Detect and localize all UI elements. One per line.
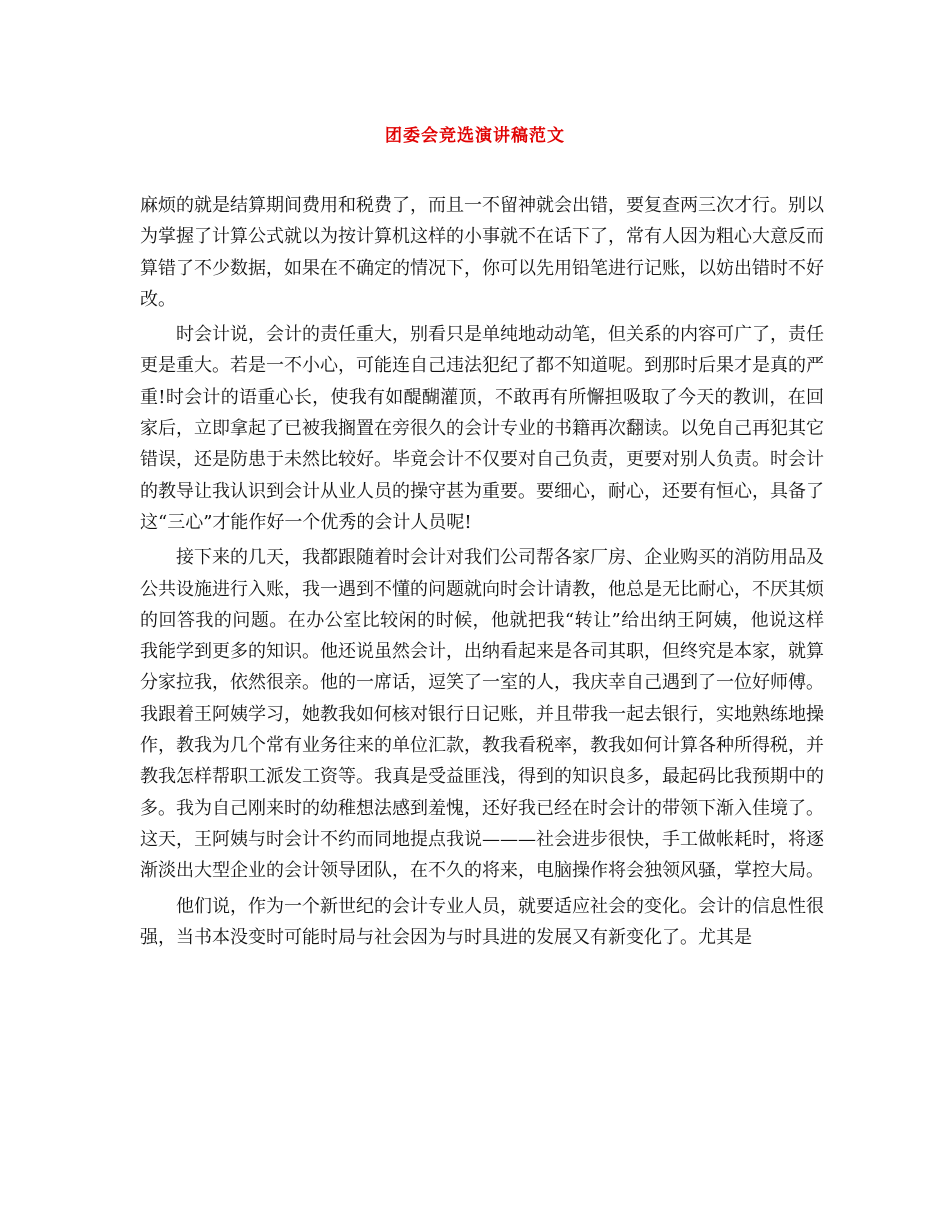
document-title: 团委会竞选演讲稿范文 — [385, 126, 565, 146]
paragraph-1: 麻烦的就是结算期间费用和税费了，而且一不留神就会出错，要复查两三次才行。别以为掌握了计算公式就以为按计算机这样的小事就不在话下了，常有人因为粗心大意反而算错了不少数据，如果在不确定的情况下，你可以先用铅笔进行记账，以妨出错时不好改。 — [140, 195, 824, 310]
document-body — [140, 190, 824, 957]
paragraph-3: 接下来的几天，我都跟随着时会计对我们公司帮各家厂房、企业购买的消防用品及公共设施进行入账，我一遇到不懂的问题就向时会计请教，他总是无比耐心，不厌其烦的回答我的问题。在办公室比较闲的时候，他就把我“转让”给出纳王阿姨，他说这样我能学到更多的知识。他还说虽然会计，出纳看起来是各司其职，但终究是本家，就算分家拉我，依然很亲。他的一席话，逗笑了一室的人，我庆幸自己遇到了一位好师傅。我跟着王阿姨学习，她教我如何核对银行日记账，并且带我一起去银行，实地熟练地操作，教我为几个常有业务往来的单位汇款，教我看税率，教我如何计算各种所得税，并教我怎样帮职工派发工资等。我真是受益匪浅，得到的知识良多，最起码比我预期中的多。我为自己刚来时的幼稚想法感到羞愧，还好我已经在时会计的带领下渐入佳境了。这天，王阿姨与时会计不约而同地提点我说———社会进步很快，手工做帐耗时，将逐渐淡出大型企业的会计领导团队，在不久的将来，电脑操作将会独领风骚，掌控大局。 — [140, 547, 824, 882]
paragraph-2: 时会计说，会计的责任重大，别看只是单纯地动动笔，但关系的内容可广了，责任更是重大。若是一不小心，可能连自己违法犯纪了都不知道呢。到那时后果才是真的严重!时会计的语重心长，使我有如醍醐灌顶，不敢再有所懈担吸取了今天的教训，在回家后，立即拿起了已被我搁置在旁很久的会计专业的书籍再次翻读。以免自己再犯其它错误，还是防患于未然比较好。毕竟会计不仅要对自己负责，更要对别人负责。时会计的教导让我认识到会计从业人员的操守甚为重要。要细心，耐心，还要有恒心，具备了这“三心”才能作好一个优秀的会计人员呢! — [140, 324, 824, 533]
paragraph-4: 他们说，作为一个新世纪的会计专业人员，就要适应社会的变化。会计的信息性很强，当书本没变时可能时局与社会因为与时具进的发展又有新变化了。尤其是 — [140, 895, 824, 948]
